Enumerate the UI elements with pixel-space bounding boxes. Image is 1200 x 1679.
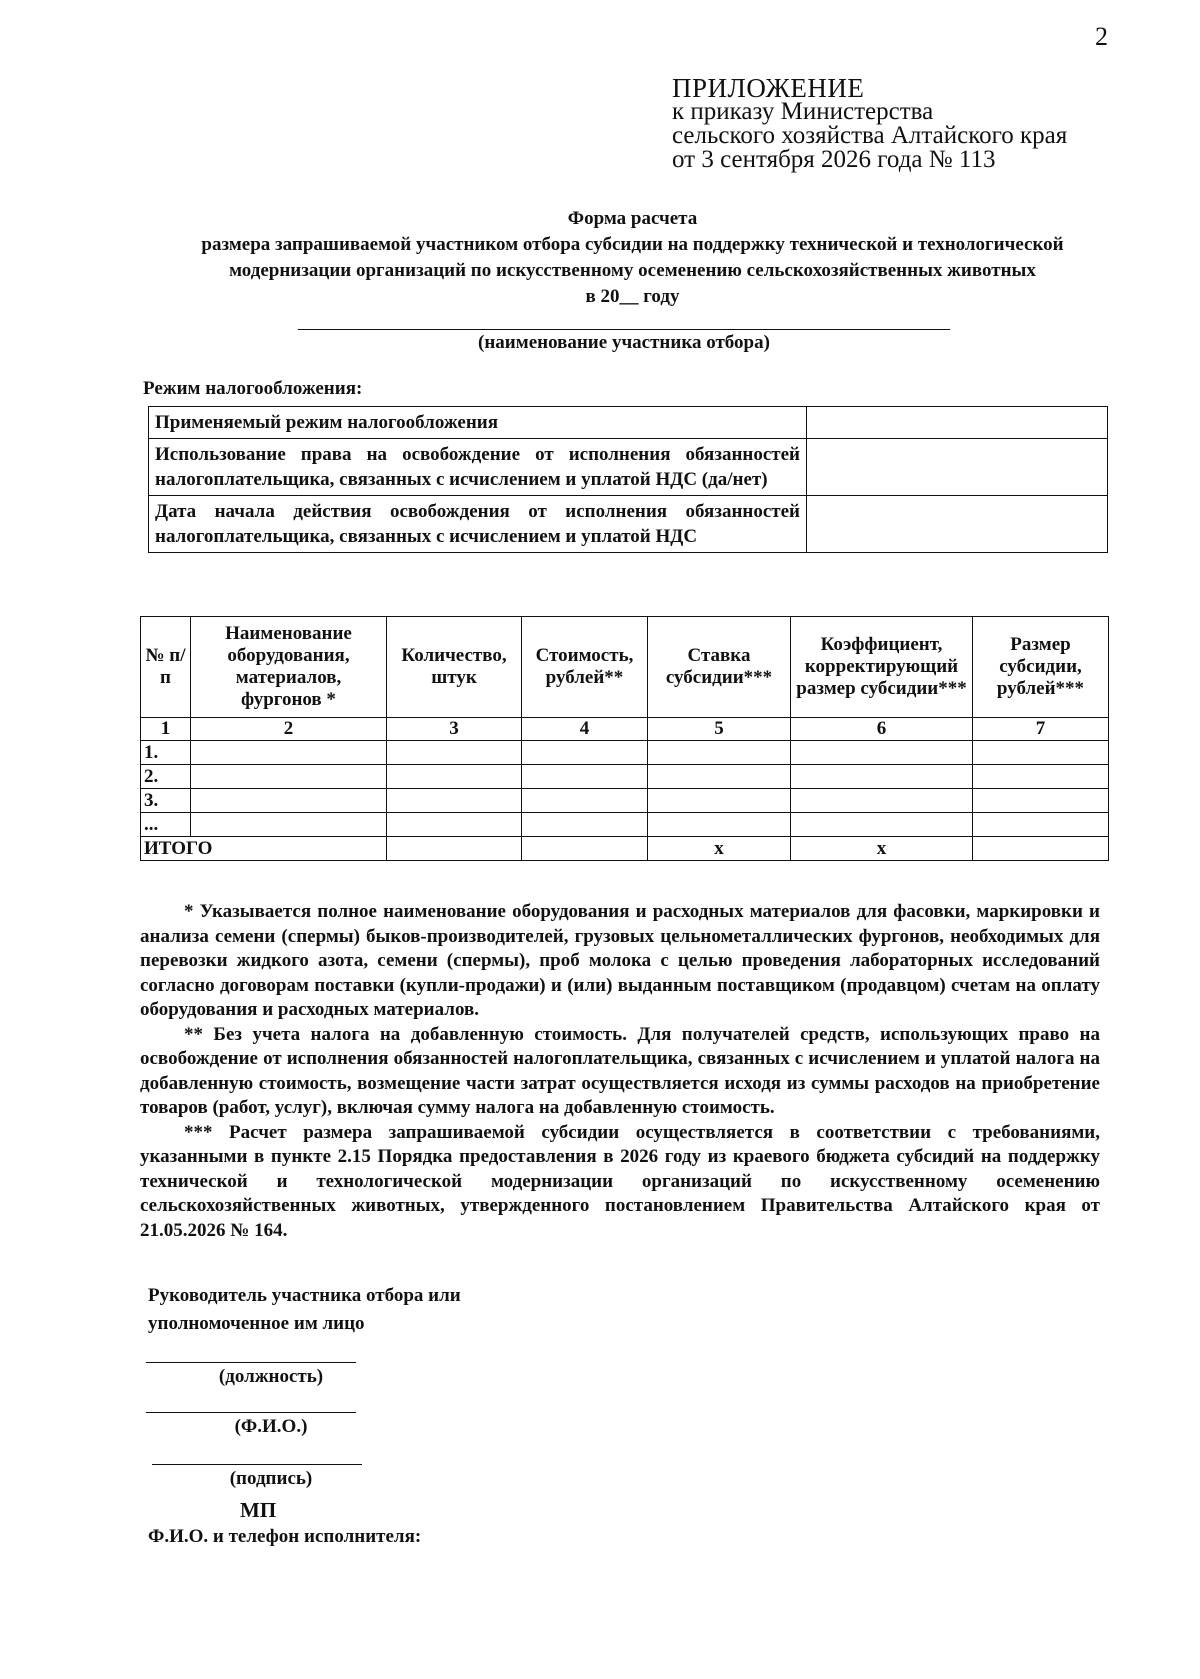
table-cell: 1.	[141, 741, 191, 765]
table-header-row	[141, 617, 1109, 718]
table-cell: ...	[141, 813, 191, 837]
signatory-title	[148, 1282, 461, 1338]
table-cell	[648, 765, 791, 789]
table-cell	[648, 813, 791, 837]
table-cell	[791, 741, 973, 765]
column-header: Количество, штук	[387, 617, 522, 718]
form-subject: размера запрашиваемой участником отбора субсидии на поддержку технической и технологической модернизации организаций по искусственному осеменению сельскохозяйственных животных	[201, 234, 1064, 281]
page-number: 2	[1095, 22, 1108, 51]
position-line	[146, 1362, 356, 1363]
table-cell	[522, 813, 648, 837]
table-cell	[522, 789, 648, 813]
name-line	[146, 1412, 356, 1413]
table-cell	[973, 765, 1109, 789]
column-header: Наименование оборудования, материалов, фургонов *	[191, 617, 387, 718]
table-cell	[522, 741, 648, 765]
table-row	[141, 789, 1109, 813]
position-caption: (должность)	[218, 1366, 324, 1387]
calculation-table	[140, 616, 1109, 861]
tax-regime-label: Режим налогообложения:	[143, 378, 363, 399]
column-number: 2	[191, 718, 387, 741]
appendix-title: ПРИЛОЖЕНИЕ	[672, 73, 865, 103]
table-cell	[648, 789, 791, 813]
form-year-line: в 20__ году	[585, 286, 680, 307]
table-cell	[973, 813, 1109, 837]
table-cell	[791, 813, 973, 837]
tax-row-label: Дата начала действия освобождения от исполнения обязанностей налогоплательщика, связанных с исчислением и уплатой НДС	[149, 496, 807, 553]
table-cell	[191, 765, 387, 789]
participant-caption: (наименование участника отбора)	[478, 332, 770, 353]
table-cell	[791, 765, 973, 789]
table-row	[141, 765, 1109, 789]
column-number: 5	[648, 718, 791, 741]
column-number: 3	[387, 718, 522, 741]
table-row	[141, 741, 1109, 765]
tax-regime-table	[148, 406, 1108, 553]
form-title	[140, 206, 1125, 310]
table-cell	[648, 741, 791, 765]
table-cell	[973, 789, 1109, 813]
footnote: ** Без учета налога на добавленную стоимость. Для получателей средств, использующих право на освобождение от исполнения обязанностей налогоплательщика, связанных с исчислением и уплатой налога на добавленную стоимость, возмещение части затрат осуществляется исходя из суммы расходов на приобретение товаров (работ, услуг), включая сумму налога на добавленную стоимость.	[140, 1023, 1100, 1118]
table-row	[141, 813, 1109, 837]
column-number: 6	[791, 718, 973, 741]
column-number: 7	[973, 718, 1109, 741]
appendix-block	[672, 73, 1068, 173]
column-number: 4	[522, 718, 648, 741]
tax-row-label: Применяемый режим налогообложения	[149, 407, 807, 439]
table-cell	[522, 765, 648, 789]
column-number-row	[141, 718, 1109, 741]
total-cell	[522, 837, 648, 861]
form-heading: Форма расчета	[567, 208, 698, 229]
appendix-line: к приказу Министерства	[672, 98, 934, 125]
table-cell	[387, 741, 522, 765]
total-row	[141, 837, 1109, 861]
column-header: Стоимость, рублей**	[522, 617, 648, 718]
table-cell	[191, 741, 387, 765]
table-cell: 2.	[141, 765, 191, 789]
total-cell: x	[791, 837, 973, 861]
column-header: Ставка субсидии***	[648, 617, 791, 718]
participant-name-line	[298, 329, 950, 330]
footnote: * Указывается полное наименование оборудования и расходных материалов для фасовки, маркировки и анализа семени (спермы) быков-производителей, грузовых цельнометаллических фургонов, необходимых для перевозки жидкого азота, семени (спермы), проб молока с целью проведения лабораторных исследований согласно договорам поставки (купли-продажи) и (или) выданным поставщиком (продавцом) счетам на оплату оборудования и расходных материалов.	[140, 901, 1100, 1020]
executor-label: Ф.И.О. и телефон исполнителя:	[148, 1526, 422, 1547]
table-cell	[973, 741, 1109, 765]
total-cell: x	[648, 837, 791, 861]
tax-row	[149, 439, 1108, 496]
tax-row-label: Использование права на освобождение от исполнения обязанностей налогоплательщика, связанных с исчислением и уплатой НДС (да/нет)	[149, 439, 807, 496]
tax-row-value	[807, 407, 1108, 439]
signatory-title-line: уполномоченное им лицо	[148, 1313, 365, 1334]
column-header: № п/п	[141, 617, 191, 718]
table-cell	[191, 789, 387, 813]
tax-row	[149, 496, 1108, 553]
tax-row-value	[807, 439, 1108, 496]
table-cell	[387, 765, 522, 789]
tax-row-value	[807, 496, 1108, 553]
total-label: ИТОГО	[141, 837, 387, 861]
table-cell	[791, 789, 973, 813]
signature-caption: (подпись)	[229, 1468, 313, 1489]
table-cell	[387, 789, 522, 813]
footnote: *** Расчет размера запрашиваемой субсидии осуществляется в соответствии с требованиями, указанными в пункте 2.15 Порядка предоставления в 2026 году из краевого бюджета субсидий на поддержку технической и технологической модернизации организаций по искусственному осеменению сельскохозяйственных животных, утвержденного постановлением Правительства Алтайского края от 21.05.2026 № 164.	[140, 1121, 1100, 1241]
table-cell	[387, 813, 522, 837]
appendix-line: сельского хозяйства Алтайского края	[672, 122, 1068, 149]
tax-row	[149, 407, 1108, 439]
column-number: 1	[141, 718, 191, 741]
table-cell: 3.	[141, 789, 191, 813]
column-header: Коэффициент, корректирующий размер субсидии***	[791, 617, 973, 718]
footnotes	[140, 900, 1100, 1243]
signature-line	[152, 1464, 362, 1465]
signatory-title-line: Руководитель участника отбора или	[148, 1285, 461, 1306]
column-header: Размер субсидии, рублей***	[973, 617, 1109, 718]
total-cell	[973, 837, 1109, 861]
table-cell	[191, 813, 387, 837]
stamp-placeholder: МП	[240, 1498, 277, 1522]
name-caption: (Ф.И.О.)	[234, 1416, 308, 1437]
total-cell	[387, 837, 522, 861]
appendix-line: от 3 сентября 2026 года № 113	[672, 146, 996, 173]
